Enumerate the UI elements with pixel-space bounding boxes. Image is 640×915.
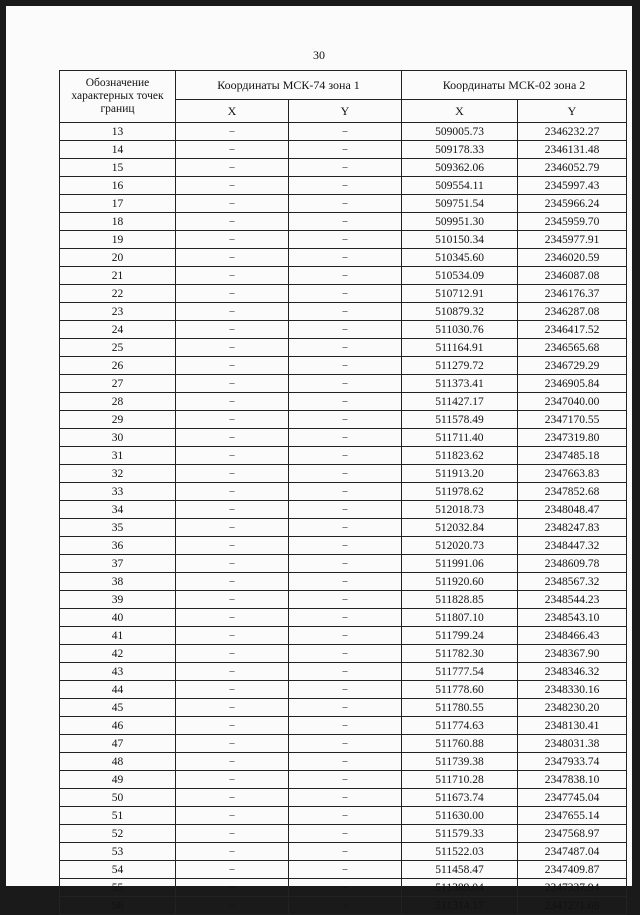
msk02-x-cell: 511760.88 xyxy=(402,735,518,753)
table-row xyxy=(60,537,627,555)
msk02-y-cell: 2346087.08 xyxy=(518,267,627,285)
point-cell: 35 xyxy=(60,519,176,537)
table-row xyxy=(60,555,627,573)
table-row xyxy=(60,681,627,699)
msk74-x-cell: – xyxy=(176,249,289,267)
msk02-y-cell: 2347933.74 xyxy=(518,753,627,771)
point-cell: 37 xyxy=(60,555,176,573)
msk74-y-cell: – xyxy=(289,213,402,231)
msk02-y-cell: 2348543.10 xyxy=(518,609,627,627)
point-cell: 21 xyxy=(60,267,176,285)
msk02-x-cell: 511807.10 xyxy=(402,609,518,627)
msk74-x-cell: – xyxy=(176,681,289,699)
point-cell: 16 xyxy=(60,177,176,195)
point-cell: 54 xyxy=(60,861,176,879)
point-cell: 41 xyxy=(60,627,176,645)
msk74-x-cell: – xyxy=(176,483,289,501)
msk74-x-cell: – xyxy=(176,411,289,429)
msk02-x-cell: 511991.06 xyxy=(402,555,518,573)
point-cell: 34 xyxy=(60,501,176,519)
table-row xyxy=(60,735,627,753)
point-cell: 26 xyxy=(60,357,176,375)
msk02-x-cell: 510534.09 xyxy=(402,267,518,285)
msk02-y-cell: 2347337.94 xyxy=(518,879,627,897)
point-cell: 39 xyxy=(60,591,176,609)
header-msk02-x: X xyxy=(402,100,518,123)
msk74-x-cell: – xyxy=(176,519,289,537)
msk74-x-cell: – xyxy=(176,303,289,321)
msk02-y-cell: 2347663.83 xyxy=(518,465,627,483)
point-cell: 43 xyxy=(60,663,176,681)
msk02-y-cell: 2347409.87 xyxy=(518,861,627,879)
msk74-x-cell: – xyxy=(176,501,289,519)
msk02-x-cell: 511799.24 xyxy=(402,627,518,645)
msk74-y-cell: – xyxy=(289,681,402,699)
msk74-y-cell: – xyxy=(289,195,402,213)
table-body xyxy=(60,123,627,915)
page-number: 30 xyxy=(313,48,325,62)
table-row xyxy=(60,429,627,447)
table-row xyxy=(60,807,627,825)
point-cell: 18 xyxy=(60,213,176,231)
msk74-y-cell: – xyxy=(289,231,402,249)
point-cell: 19 xyxy=(60,231,176,249)
msk02-y-cell: 2346565.68 xyxy=(518,339,627,357)
msk02-y-cell: 2348048.47 xyxy=(518,501,627,519)
point-cell: 32 xyxy=(60,465,176,483)
msk74-x-cell: – xyxy=(176,789,289,807)
msk74-x-cell: – xyxy=(176,591,289,609)
msk02-x-cell: 510150.34 xyxy=(402,231,518,249)
msk02-y-cell: 2346417.52 xyxy=(518,321,627,339)
msk74-y-cell: – xyxy=(289,879,402,897)
point-cell: 38 xyxy=(60,573,176,591)
msk74-x-cell: – xyxy=(176,375,289,393)
msk02-x-cell: 511578.49 xyxy=(402,411,518,429)
msk02-y-cell: 2346905.84 xyxy=(518,375,627,393)
msk02-x-cell: 511579.33 xyxy=(402,825,518,843)
table-row xyxy=(60,249,627,267)
point-cell: 28 xyxy=(60,393,176,411)
msk74-x-cell: – xyxy=(176,573,289,591)
msk74-x-cell: – xyxy=(176,843,289,861)
point-cell: 40 xyxy=(60,609,176,627)
msk02-y-cell: 2348544.23 xyxy=(518,591,627,609)
msk02-x-cell: 509951.30 xyxy=(402,213,518,231)
point-cell: 23 xyxy=(60,303,176,321)
msk02-x-cell: 511913.20 xyxy=(402,465,518,483)
msk74-y-cell: – xyxy=(289,663,402,681)
table-row xyxy=(60,501,627,519)
table-row xyxy=(60,645,627,663)
msk74-x-cell: – xyxy=(176,663,289,681)
msk02-y-cell: 2347170.55 xyxy=(518,411,627,429)
msk74-x-cell: – xyxy=(176,321,289,339)
table-row xyxy=(60,303,627,321)
msk74-x-cell: – xyxy=(176,429,289,447)
msk02-y-cell: 2348346.32 xyxy=(518,663,627,681)
coordinates-table xyxy=(59,70,627,915)
msk02-x-cell: 509178.33 xyxy=(402,141,518,159)
msk02-y-cell: 2347319.80 xyxy=(518,429,627,447)
table-row xyxy=(60,627,627,645)
msk74-y-cell: – xyxy=(289,465,402,483)
table-row xyxy=(60,267,627,285)
msk74-x-cell: – xyxy=(176,177,289,195)
table-row xyxy=(60,861,627,879)
table-row xyxy=(60,825,627,843)
table-row xyxy=(60,465,627,483)
msk02-y-cell: 2347040.00 xyxy=(518,393,627,411)
msk02-y-cell: 2348567.32 xyxy=(518,573,627,591)
point-cell: 36 xyxy=(60,537,176,555)
msk02-x-cell: 511314.17 xyxy=(402,897,518,915)
table-row xyxy=(60,771,627,789)
msk74-x-cell: – xyxy=(176,213,289,231)
msk74-x-cell: – xyxy=(176,645,289,663)
table-row xyxy=(60,285,627,303)
point-cell: 33 xyxy=(60,483,176,501)
msk74-y-cell: – xyxy=(289,753,402,771)
msk74-y-cell: – xyxy=(289,375,402,393)
msk74-x-cell: – xyxy=(176,807,289,825)
msk74-y-cell: – xyxy=(289,843,402,861)
msk74-x-cell: – xyxy=(176,195,289,213)
msk74-y-cell: – xyxy=(289,573,402,591)
table-row xyxy=(60,717,627,735)
msk02-x-cell: 511778.60 xyxy=(402,681,518,699)
header-msk02-y: Y xyxy=(518,100,627,123)
msk74-y-cell: – xyxy=(289,555,402,573)
msk74-y-cell: – xyxy=(289,519,402,537)
table-row xyxy=(60,447,627,465)
msk74-y-cell: – xyxy=(289,501,402,519)
msk74-x-cell: – xyxy=(176,447,289,465)
msk74-x-cell: – xyxy=(176,339,289,357)
point-cell: 30 xyxy=(60,429,176,447)
msk02-y-cell: 2348230.20 xyxy=(518,699,627,717)
msk02-x-cell: 511427.17 xyxy=(402,393,518,411)
msk02-x-cell: 511279.72 xyxy=(402,357,518,375)
msk02-y-cell: 2347568.97 xyxy=(518,825,627,843)
msk02-y-cell: 2347485.18 xyxy=(518,447,627,465)
msk74-y-cell: – xyxy=(289,447,402,465)
header-msk02-group: Координаты МСК-02 зона 2 xyxy=(402,71,627,100)
msk02-x-cell: 511774.63 xyxy=(402,717,518,735)
msk74-y-cell: – xyxy=(289,339,402,357)
msk02-y-cell: 2348247.83 xyxy=(518,519,627,537)
msk74-y-cell: – xyxy=(289,303,402,321)
msk02-x-cell: 512020.73 xyxy=(402,537,518,555)
table-row xyxy=(60,609,627,627)
point-cell: 47 xyxy=(60,735,176,753)
msk02-x-cell: 512018.73 xyxy=(402,501,518,519)
msk02-y-cell: 2348609.78 xyxy=(518,555,627,573)
msk74-y-cell: – xyxy=(289,537,402,555)
msk02-y-cell: 2346232.27 xyxy=(518,123,627,141)
point-cell: 15 xyxy=(60,159,176,177)
msk74-x-cell: – xyxy=(176,231,289,249)
msk02-y-cell: 2345977.91 xyxy=(518,231,627,249)
msk74-y-cell: – xyxy=(289,735,402,753)
msk74-x-cell: – xyxy=(176,537,289,555)
msk02-x-cell: 511780.55 xyxy=(402,699,518,717)
point-cell: 48 xyxy=(60,753,176,771)
table-row xyxy=(60,411,627,429)
msk02-x-cell: 511777.54 xyxy=(402,663,518,681)
msk02-x-cell: 511164.91 xyxy=(402,339,518,357)
msk74-y-cell: – xyxy=(289,141,402,159)
table-row xyxy=(60,393,627,411)
point-cell: 24 xyxy=(60,321,176,339)
msk02-y-cell: 2346131.48 xyxy=(518,141,627,159)
point-cell: 27 xyxy=(60,375,176,393)
table-row xyxy=(60,321,627,339)
msk74-x-cell: – xyxy=(176,465,289,483)
msk02-y-cell: 2346729.29 xyxy=(518,357,627,375)
msk74-y-cell: – xyxy=(289,159,402,177)
table-row xyxy=(60,591,627,609)
msk74-y-cell: – xyxy=(289,699,402,717)
msk74-x-cell: – xyxy=(176,393,289,411)
msk74-x-cell: – xyxy=(176,753,289,771)
msk74-y-cell: – xyxy=(289,645,402,663)
point-cell: 51 xyxy=(60,807,176,825)
msk02-x-cell: 512032.84 xyxy=(402,519,518,537)
point-cell: 50 xyxy=(60,789,176,807)
table-row xyxy=(60,231,627,249)
msk74-x-cell: – xyxy=(176,609,289,627)
msk74-y-cell: – xyxy=(289,609,402,627)
msk02-x-cell: 511710.28 xyxy=(402,771,518,789)
msk02-y-cell: 2346052.79 xyxy=(518,159,627,177)
msk74-y-cell: – xyxy=(289,267,402,285)
table-header xyxy=(60,71,627,123)
document-page xyxy=(6,6,632,912)
msk74-x-cell: – xyxy=(176,627,289,645)
msk02-x-cell: 509005.73 xyxy=(402,123,518,141)
point-cell: 20 xyxy=(60,249,176,267)
msk74-x-cell: – xyxy=(176,699,289,717)
msk02-x-cell: 511978.62 xyxy=(402,483,518,501)
table-row xyxy=(60,339,627,357)
msk02-x-cell: 511782.30 xyxy=(402,645,518,663)
msk02-y-cell: 2346176.37 xyxy=(518,285,627,303)
point-cell: 31 xyxy=(60,447,176,465)
msk74-y-cell: – xyxy=(289,807,402,825)
msk74-y-cell: – xyxy=(289,771,402,789)
msk02-x-cell: 511823.62 xyxy=(402,447,518,465)
msk74-x-cell: – xyxy=(176,555,289,573)
table-row xyxy=(60,213,627,231)
table-row xyxy=(60,843,627,861)
msk02-y-cell: 2346287.08 xyxy=(518,303,627,321)
msk02-x-cell: 509362.06 xyxy=(402,159,518,177)
header-msk74-x: X xyxy=(176,100,289,123)
msk02-x-cell: 511373.41 xyxy=(402,375,518,393)
msk74-y-cell: – xyxy=(289,249,402,267)
table-row xyxy=(60,753,627,771)
msk02-y-cell: 2346020.59 xyxy=(518,249,627,267)
msk02-x-cell: 510712.91 xyxy=(402,285,518,303)
table-row xyxy=(60,699,627,717)
point-cell: 49 xyxy=(60,771,176,789)
msk02-y-cell: 2347271.69 xyxy=(518,897,627,915)
point-cell: 56 xyxy=(60,897,176,915)
msk74-x-cell: – xyxy=(176,825,289,843)
msk74-y-cell: – xyxy=(289,627,402,645)
header-msk74-group: Координаты МСК-74 зона 1 xyxy=(176,71,402,100)
msk02-y-cell: 2348367.90 xyxy=(518,645,627,663)
msk02-y-cell: 2348447.32 xyxy=(518,537,627,555)
point-cell: 42 xyxy=(60,645,176,663)
point-cell: 14 xyxy=(60,141,176,159)
header-point-designation: Обозначение характерных точек границ xyxy=(60,71,176,123)
msk02-x-cell: 510879.32 xyxy=(402,303,518,321)
point-cell: 44 xyxy=(60,681,176,699)
msk74-x-cell: – xyxy=(176,771,289,789)
table-row xyxy=(60,897,627,915)
msk74-x-cell: – xyxy=(176,123,289,141)
msk74-x-cell: – xyxy=(176,357,289,375)
msk02-y-cell: 2345966.24 xyxy=(518,195,627,213)
point-cell: 22 xyxy=(60,285,176,303)
table-row xyxy=(60,483,627,501)
msk74-y-cell: – xyxy=(289,483,402,501)
msk74-y-cell: – xyxy=(289,357,402,375)
msk02-x-cell: 511673.74 xyxy=(402,789,518,807)
msk74-x-cell: – xyxy=(176,141,289,159)
point-cell: 17 xyxy=(60,195,176,213)
msk02-y-cell: 2345959.70 xyxy=(518,213,627,231)
point-cell: 25 xyxy=(60,339,176,357)
table-row xyxy=(60,141,627,159)
msk74-y-cell: – xyxy=(289,789,402,807)
point-cell: 45 xyxy=(60,699,176,717)
msk02-x-cell: 511739.38 xyxy=(402,753,518,771)
msk02-x-cell: 511389.04 xyxy=(402,879,518,897)
msk02-y-cell: 2347838.10 xyxy=(518,771,627,789)
msk02-y-cell: 2348031.38 xyxy=(518,735,627,753)
table-row xyxy=(60,789,627,807)
msk74-y-cell: – xyxy=(289,429,402,447)
header-msk74-y: Y xyxy=(289,100,402,123)
msk74-y-cell: – xyxy=(289,393,402,411)
msk02-y-cell: 2347655.14 xyxy=(518,807,627,825)
msk74-y-cell: – xyxy=(289,717,402,735)
point-cell: 46 xyxy=(60,717,176,735)
table-row xyxy=(60,357,627,375)
msk02-x-cell: 511711.40 xyxy=(402,429,518,447)
msk74-y-cell: – xyxy=(289,825,402,843)
msk02-x-cell: 511522.03 xyxy=(402,843,518,861)
msk02-x-cell: 511458.47 xyxy=(402,861,518,879)
point-cell: 53 xyxy=(60,843,176,861)
msk02-y-cell: 2347745.04 xyxy=(518,789,627,807)
msk74-y-cell: – xyxy=(289,321,402,339)
table-row xyxy=(60,375,627,393)
point-cell: 29 xyxy=(60,411,176,429)
msk74-y-cell: – xyxy=(289,285,402,303)
msk74-y-cell: – xyxy=(289,177,402,195)
msk74-y-cell: – xyxy=(289,591,402,609)
msk02-x-cell: 511828.85 xyxy=(402,591,518,609)
msk74-x-cell: – xyxy=(176,735,289,753)
msk02-x-cell: 509554.11 xyxy=(402,177,518,195)
table-row xyxy=(60,519,627,537)
msk02-y-cell: 2347852.68 xyxy=(518,483,627,501)
table-row xyxy=(60,663,627,681)
msk02-y-cell: 2348130.41 xyxy=(518,717,627,735)
table-row xyxy=(60,123,627,141)
point-cell: 55 xyxy=(60,879,176,897)
msk74-y-cell: – xyxy=(289,861,402,879)
msk74-y-cell: – xyxy=(289,897,402,915)
msk02-x-cell: 511920.60 xyxy=(402,573,518,591)
msk74-y-cell: – xyxy=(289,123,402,141)
msk02-x-cell: 511030.76 xyxy=(402,321,518,339)
msk02-y-cell: 2347487.04 xyxy=(518,843,627,861)
msk74-x-cell: – xyxy=(176,861,289,879)
msk74-x-cell: – xyxy=(176,159,289,177)
msk02-x-cell: 509751.54 xyxy=(402,195,518,213)
msk02-y-cell: 2345997.43 xyxy=(518,177,627,195)
table-row xyxy=(60,195,627,213)
table-row xyxy=(60,573,627,591)
msk74-x-cell: – xyxy=(176,285,289,303)
msk02-x-cell: 511630.00 xyxy=(402,807,518,825)
msk74-x-cell: – xyxy=(176,267,289,285)
table-row xyxy=(60,177,627,195)
table-row xyxy=(60,159,627,177)
msk74-y-cell: – xyxy=(289,411,402,429)
point-cell: 13 xyxy=(60,123,176,141)
msk74-x-cell: – xyxy=(176,879,289,897)
point-cell: 52 xyxy=(60,825,176,843)
msk02-y-cell: 2348330.16 xyxy=(518,681,627,699)
msk74-x-cell: – xyxy=(176,897,289,915)
msk74-x-cell: – xyxy=(176,717,289,735)
msk02-y-cell: 2348466.43 xyxy=(518,627,627,645)
msk02-x-cell: 510345.60 xyxy=(402,249,518,267)
